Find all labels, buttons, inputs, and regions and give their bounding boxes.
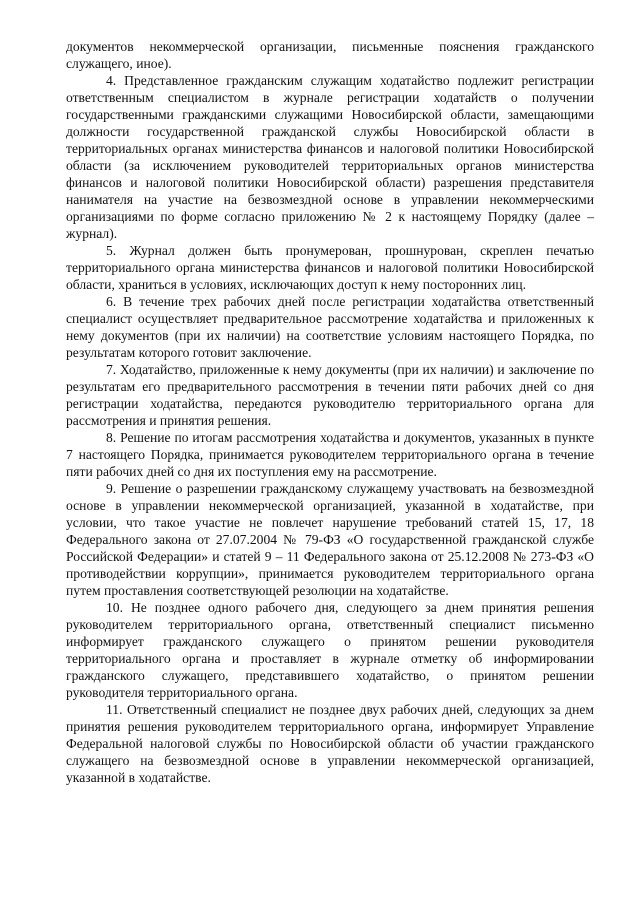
paragraph-item-5: 5. Журнал должен быть пронумерован, прошнурован, скреплен печатью территориального органа министерства финансов и налоговой политики Новосибирской области, храниться в условиях, исключающих доступ к нему посторонних лиц.: [66, 243, 594, 292]
paragraph-item-6: 6. В течение трех рабочих дней после регистрации ходатайства ответственный специалист осуществляет предварительное рассмотрение ходатайства и приложенных к нему документов (при их наличии) на соответствие условиям настоящего Порядка, по результатам которого готовит заключение.: [66, 294, 594, 360]
paragraph-item-9: 9. Решение о разрешении гражданскому служащему участвовать на безвозмездной основе в управлении некоммерческой организацией, указанной в ходатайстве, при условии, что такое участие не повлечет нарушение требований статей 15, 17, 18 Федерального закона от 27.07.2004 № 79-ФЗ «О государственной гражданской службе Российской Федерации» и статей 9 – 11 Федерального закона от 25.12.2008 № 273-ФЗ «О противодействии коррупции», принимается руководителем территориального органа путем проставления соответствующей резолюции на ходатайстве.: [66, 481, 594, 598]
paragraph-item-7: 7. Ходатайство, приложенные к нему документы (при их наличии) и заключение по результатам его предварительного рассмотрения в течении пяти рабочих дней со дня регистрации ходатайства, передаются руководителю территориального органа для рассмотрения и принятия решения.: [66, 362, 594, 428]
paragraph-continuation: документов некоммерческой организации, письменные пояснения гражданского служащего, иное).: [66, 39, 594, 71]
paragraph-item-8: 8. Решение по итогам рассмотрения ходатайства и документов, указанных в пункте 7 настоящего Порядка, принимается руководителем территориального органа в течение пяти рабочих дней со дня их поступления ему на рассмотрение.: [66, 430, 594, 479]
paragraph-item-11: 11. Ответственный специалист не позднее двух рабочих дней, следующих за днем принятия решения руководителем территориального органа, информирует Управление Федеральной налоговой службы по Новосибирской области об участии гражданского служащего на безвозмездной основе в управлении некоммерческой организацией, указанной в ходатайстве.: [66, 702, 594, 785]
paragraph-item-4: 4. Представленное гражданским служащим ходатайство подлежит регистрации ответственным специалистом в журнале регистрации ходатайств о получении государственными гражданскими служащими Новосибирской области, замещающими должности государственной гражданской службы Новосибирской области в территориальных органах министерства финансов и налоговой политики Новосибирской области (за исключением руководителей территориальных органов министерства финансов и налоговой политики Новосибирской области) разрешения представителя нанимателя на участие на безвозмездной основе в управлении некоммерческими организациями по форме согласно приложению № 2 к настоящему Порядку (далее – журнал).: [66, 73, 594, 241]
paragraph-item-10: 10. Не позднее одного рабочего дня, следующего за днем принятия решения руководителем территориального органа, ответственный специалист письменно информирует гражданского служащего о принятом решении руководителя территориального органа и проставляет в журнале отметку об информировании гражданского служащего, представившего ходатайство, о принятом решении руководителя территориального органа.: [66, 600, 594, 700]
